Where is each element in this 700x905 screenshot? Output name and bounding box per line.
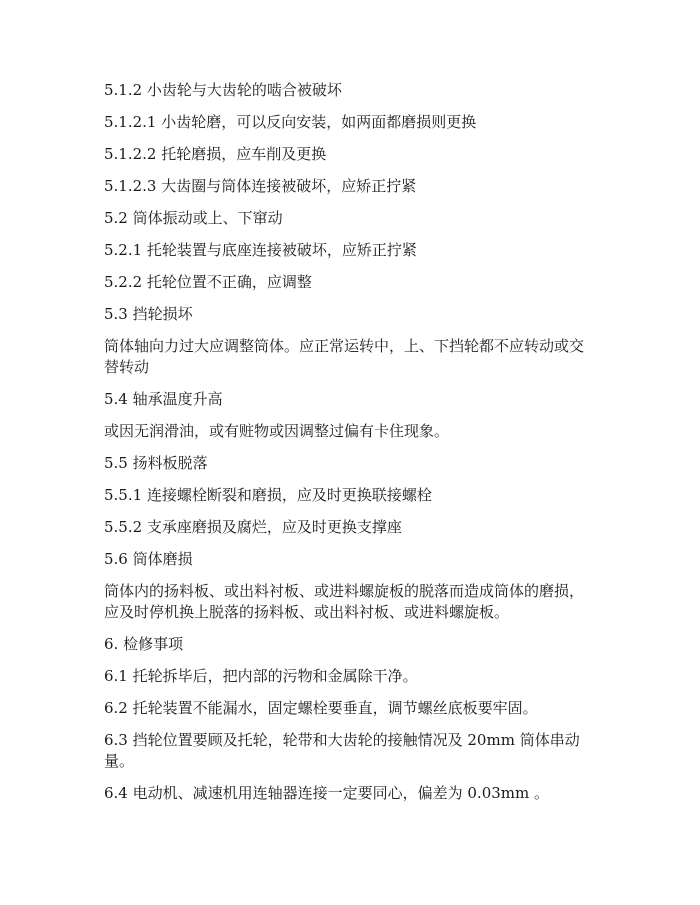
item-5-5-1: 5.5.1 连接螺栓断裂和磨损，应及时更换联接螺栓	[104, 486, 432, 504]
item-5-1-2-1: 5.1.2.1 小齿轮磨，可以反向安装，如两面都磨损则更换	[104, 113, 477, 131]
document-page	[104, 80, 594, 815]
section-heading-6: 6. 检修事项	[104, 635, 184, 653]
item-5-2-1: 5.2.1 托轮装置与底座连接被破坏，应矫正拧紧	[104, 241, 417, 259]
item-5-1-2-3: 5.1.2.3 大齿圈与筒体连接被破坏，应矫正拧紧	[104, 177, 417, 195]
section-heading-5-4: 5.4 轴承温度升高	[104, 390, 223, 408]
paragraph-5-4-body: 或因无润滑油，或有赃物或因调整过偏有卡住现象。	[104, 422, 450, 440]
item-6-2: 6.2 托轮装置不能漏水，固定螺栓要垂直，调节螺丝底板要牢固。	[104, 699, 538, 717]
section-heading-5-3: 5.3 挡轮损坏	[104, 305, 193, 323]
item-5-2-2: 5.2.2 托轮位置不正确，应调整	[104, 273, 312, 291]
item-6-3: 6.3 挡轮位置要顾及托轮，轮带和大齿轮的接触情况及 20mm 筒体串动量。	[104, 731, 580, 770]
item-5-5-2: 5.5.2 支承座磨损及腐烂，应及时更换支撑座	[104, 518, 402, 536]
paragraph-5-3-body: 筒体轴向力过大应调整筒体。应正常运转中，上、下挡轮都不应转动或交替转动	[104, 337, 585, 376]
item-6-4: 6.4 电动机、减速机用连轴器连接一定要同心，偏差为 0.03mm 。	[104, 784, 550, 802]
section-heading-5-6: 5.6 筒体磨损	[104, 550, 193, 568]
item-6-1: 6.1 托轮拆毕后，把内部的污物和金属除干净。	[104, 667, 418, 685]
item-5-1-2-2: 5.1.2.2 托轮磨损，应车削及更换	[104, 145, 327, 163]
section-heading-5-2: 5.2 筒体振动或上、下窜动	[104, 209, 283, 227]
section-heading-5-5: 5.5 扬料板脱落	[104, 454, 208, 472]
paragraph-5-6-body: 筒体内的扬料板、或出料衬板、或进料螺旋板的脱落而造成筒体的磨损，应及时停机换上脱落的扬料板、或出料衬板、或进料螺旋板。	[104, 582, 585, 621]
section-heading-5-1-2: 5.1.2 小齿轮与大齿轮的啮合被破坏	[104, 81, 342, 99]
